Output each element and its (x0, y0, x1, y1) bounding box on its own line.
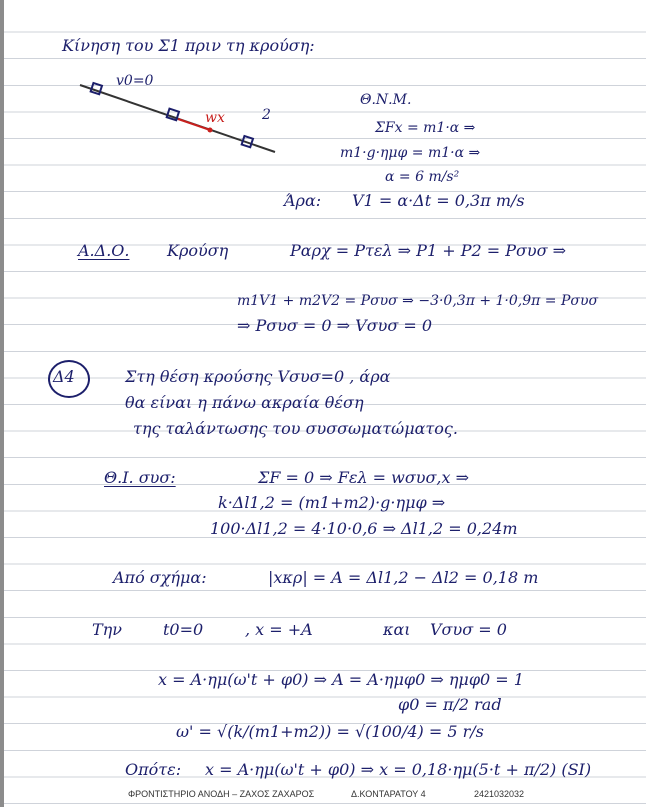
collision-word: Κρούση (167, 241, 229, 260)
momentum-calc: m1V1 + m2V2 = Pσυσ ⇒ −3·0,3π + 1·0,9π = Pσυσ (237, 293, 599, 309)
momentum-eq: Pαρχ = Pτελ ⇒ P1 + P2 = Pσυσ ⇒ (290, 241, 567, 260)
equilibrium-eq-1: ΣF = 0 ⇒ Fελ = wσυσ,x ⇒ (258, 468, 470, 487)
sum-forces-eq: ΣFx = m1·α ⇒ (375, 120, 476, 136)
page-heading: Κίνηση του Σ1 πριν τη κρούση: (62, 36, 315, 55)
footer-address: Δ.ΚΟΝΤΑΡΑΤΟΥ 4 (351, 789, 426, 799)
phase-eq-1: x = A·ημ(ω't + φ0) ⇒ A = A·ημφ0 ⇒ ημφ0 = 1 (158, 670, 524, 689)
accel-eq: α = 6 m/s² (385, 169, 460, 185)
equilibrium-label: Θ.Ι. συσ: (104, 468, 176, 487)
equilibrium-eq-2: k·Δl1,2 = (m1+m2)·g·ημφ ⇒ (218, 493, 446, 512)
page-margin-bar (0, 0, 4, 807)
equilibrium-eq-3: 100·Δl1,2 = 4·10·0,6 ⇒ Δl1,2 = 0,24m (210, 519, 518, 538)
initial-label: Την (92, 620, 122, 639)
final-label: Οπότε: (125, 760, 182, 779)
incline-sketch (60, 70, 290, 160)
d4-label: Δ4 (53, 367, 75, 386)
initial-x: , x = +A (245, 620, 313, 639)
omega-eq: ω' = √(k/(m1+m2)) = √(100/4) = 5 r/s (176, 722, 484, 741)
force-label: wx (205, 110, 225, 126)
d4-line-2: θα είναι η πάνω ακραία θέση (125, 393, 364, 412)
law-label: Θ.Ν.Μ. (360, 92, 412, 108)
v1-result: V1 = α·Δt = 0,3π m/s (352, 191, 525, 210)
d4-line-3: της ταλάντωσης του συσσωματώματος. (133, 419, 458, 438)
point-label: 2 (262, 107, 271, 123)
phase-phi: φ0 = π/2 rad (398, 695, 502, 714)
footer-phone: 2421032032 (474, 789, 525, 799)
final-eq: x = A·ημ(ω't + φ0) ⇒ x = 0,18·ημ(5·t + π/2) (SI) (205, 760, 592, 779)
amplitude-eq: |xκρ| = A = Δl1,2 − Δl2 = 0,18 m (268, 568, 539, 587)
result-label: Άρα: (284, 191, 322, 210)
amplitude-label: Από σχήμα: (113, 568, 207, 587)
initial-t0: t0=0 (163, 620, 204, 639)
momentum-result: ⇒ Pσυσ = 0 ⇒ Vσυσ = 0 (237, 316, 433, 335)
v0-label: v0=0 (116, 73, 154, 89)
initial-v: Vσυσ = 0 (430, 620, 507, 639)
collision-label: Α.Δ.Ο. (78, 241, 130, 260)
initial-and: και (383, 620, 411, 639)
expansion-eq: m1·g·ημφ = m1·α ⇒ (340, 145, 481, 161)
footer-school: ΦΡΟΝΤΙΣΤΗΡΙΟ ΑΝΟΔΗ – ΖΑΧΟΣ ΖΑΧΑΡΟΣ (128, 789, 315, 799)
d4-line-1: Στη θέση κρούσης Vσυσ=0 , άρα (125, 367, 391, 386)
